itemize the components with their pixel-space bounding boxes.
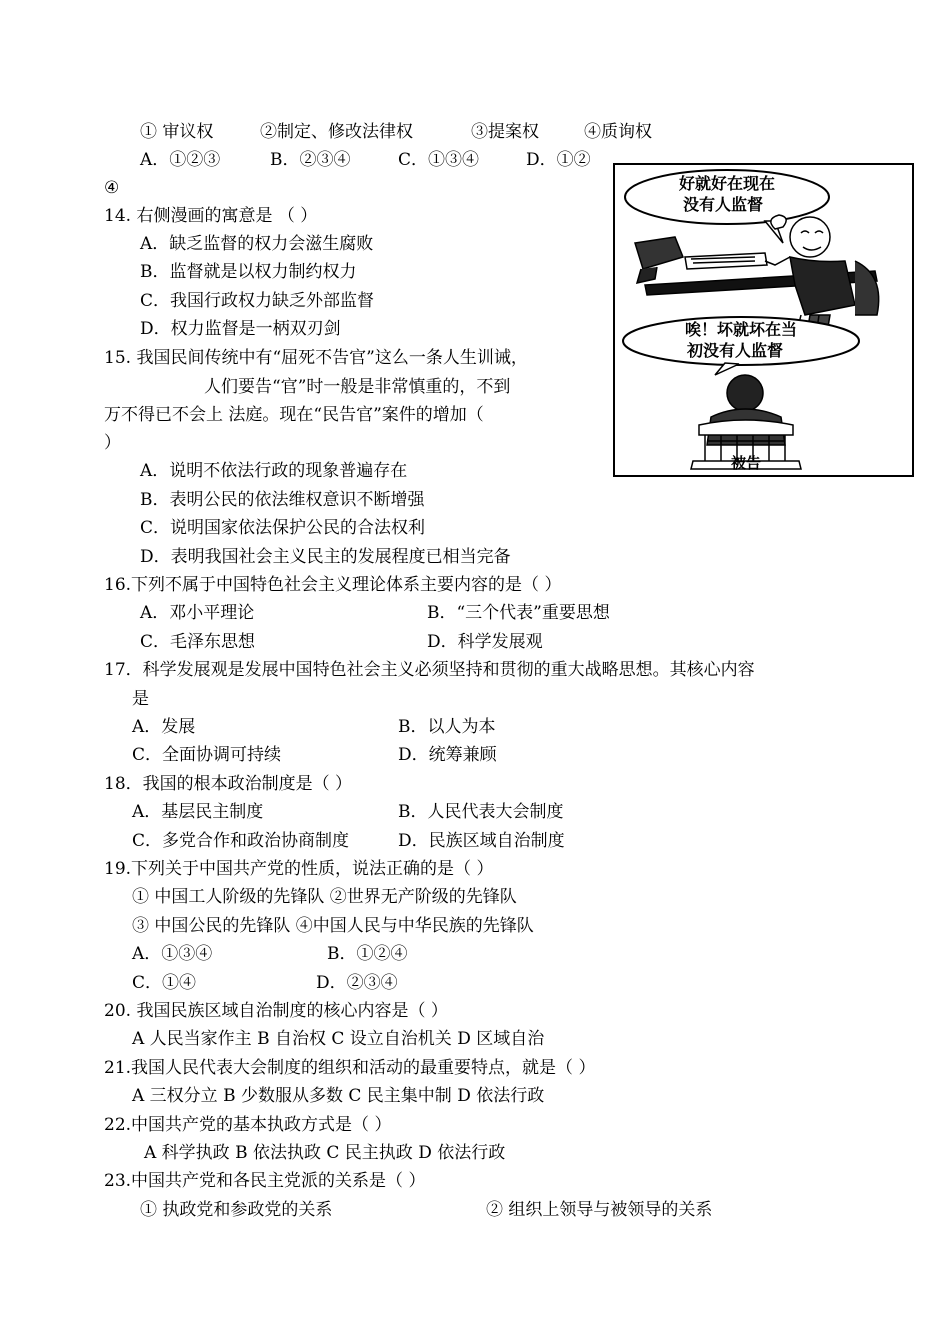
q13-choice-a: A．①②③ [140,150,221,170]
q21-stem: 21.我国人民代表大会制度的组织和活动的最重要特点，就是（ ） [104,1058,596,1078]
defendant-label: 被告 [730,454,762,472]
cartoon-illustration [613,163,914,477]
q13-choice-d-wrap: ④ [104,178,120,198]
cartoon-drawing [615,165,912,475]
q19-choice-c: C．①④ [132,973,197,993]
q15-stem-line-4: ） [104,433,121,453]
q13-choice-c: C．①③④ [398,150,480,170]
q19-options-line-1: ① 中国工人阶级的先锋队 ②世界无产阶级的先锋队 [132,887,517,907]
q18-stem: 18．我国的根本政治制度是（ ） [104,774,353,794]
q15-choice-c: C．说明国家依法保护公民的合法权利 [140,518,426,538]
q17-stem-line-2: 是 [132,689,149,709]
q19-stem: 19.下列关于中国共产党的性质，说法正确的是（ ） [104,859,494,879]
q18-choice-d: D．民族区域自治制度 [398,831,565,851]
q15-stem-line-1: 15. 我国民间传统中有“屈死不告官”这么一条人生训诫， [104,348,528,368]
q20-choices: A 人民当家作主 B 自治权 C 设立自治机关 D 区域自治 [132,1029,545,1049]
q16-choice-c: C．毛泽东思想 [140,632,256,652]
q14-choice-d: D．权力监督是一柄双刃剑 [140,319,341,339]
q14-choice-b: B．监督就是以权力制约权力 [140,262,357,282]
q21-choices: A 三权分立 B 少数服从多数 C 民主集中制 D 依法行政 [132,1086,545,1106]
q14-choice-c: C．我国行政权力缺乏外部监督 [140,291,375,311]
q16-choice-b: B．“三个代表”重要思想 [427,603,610,623]
q13-option-4: ④质询权 [584,122,652,142]
q15-choice-d: D．表明我国社会主义民主的发展程度已相当完备 [140,547,511,567]
q19-choice-a: A．①③④ [132,944,213,964]
q15-stem-line-2: 人们要告“官”时一般是非常慎重的，不到 [204,377,511,397]
q15-choice-a: A．说明不依法行政的现象普遍存在 [140,461,408,481]
q19-options-line-2: ③ 中国公民的先锋队 ④中国人民与中华民族的先锋队 [132,916,534,936]
q13-choice-d: D．①② [526,150,591,170]
q15-choice-b: B．表明公民的依法维权意识不断增强 [140,490,425,510]
q17-choice-b: B．以人为本 [398,717,496,737]
q14-choice-a: A．缺乏监督的权力会滋生腐败 [140,234,374,254]
q23-option-1: ① 执政党和参政党的关系 [140,1200,333,1220]
q13-option-3: ③提案权 [471,122,539,142]
q16-choice-d: D．科学发展观 [427,632,543,652]
q13-option-1: ① 审议权 [140,122,214,142]
q20-stem: 20. 我国民族区域自治制度的核心内容是（ ） [104,1001,448,1021]
q19-choice-d: D．②③④ [316,973,398,993]
q17-choice-d: D．统筹兼顾 [398,745,497,765]
q17-choice-c: C．全面协调可持续 [132,745,282,765]
q18-choice-a: A．基层民主制度 [132,802,264,822]
q17-choice-a: A．发展 [132,717,196,737]
q16-choice-a: A．邓小平理论 [140,603,255,623]
q14-stem: 14. 右侧漫画的寓意是 （ ） [104,206,318,226]
q19-choice-b: B．①②④ [327,944,408,964]
q17-stem-line-1: 17．科学发展观是发展中国特色社会主义必须坚持和贯彻的重大战略思想。其核心内容 [104,660,755,680]
bottom-bubble-line-1: 唉！坏就坏在当 [684,320,798,339]
q18-choice-c: C．多党合作和政治协商制度 [132,831,350,851]
q18-choice-b: B．人民代表大会制度 [398,802,564,822]
q15-stem-line-3: 万不得已不会上 法庭。现在“民告官”案件的增加（ [104,405,484,425]
bottom-bubble-line-2: 初没有人监督 [686,341,784,360]
q22-choices: A 科学执政 B 依法执政 C 民主执政 D 依法行政 [144,1143,506,1163]
q13-option-2: ②制定、修改法律权 [260,122,413,142]
q16-stem: 16.下列不属于中国特色社会主义理论体系主要内容的是（ ） [104,575,562,595]
q13-choice-b: B．②③④ [270,150,351,170]
top-bubble-line-2: 没有人监督 [682,195,764,214]
top-bubble-line-1: 好就好在现在 [678,174,776,193]
q23-option-2: ② 组织上领导与被领导的关系 [486,1200,713,1220]
q23-stem: 23.中国共产党和各民主党派的关系是（ ） [104,1171,426,1191]
q22-stem: 22.中国共产党的基本执政方式是（ ） [104,1115,392,1135]
